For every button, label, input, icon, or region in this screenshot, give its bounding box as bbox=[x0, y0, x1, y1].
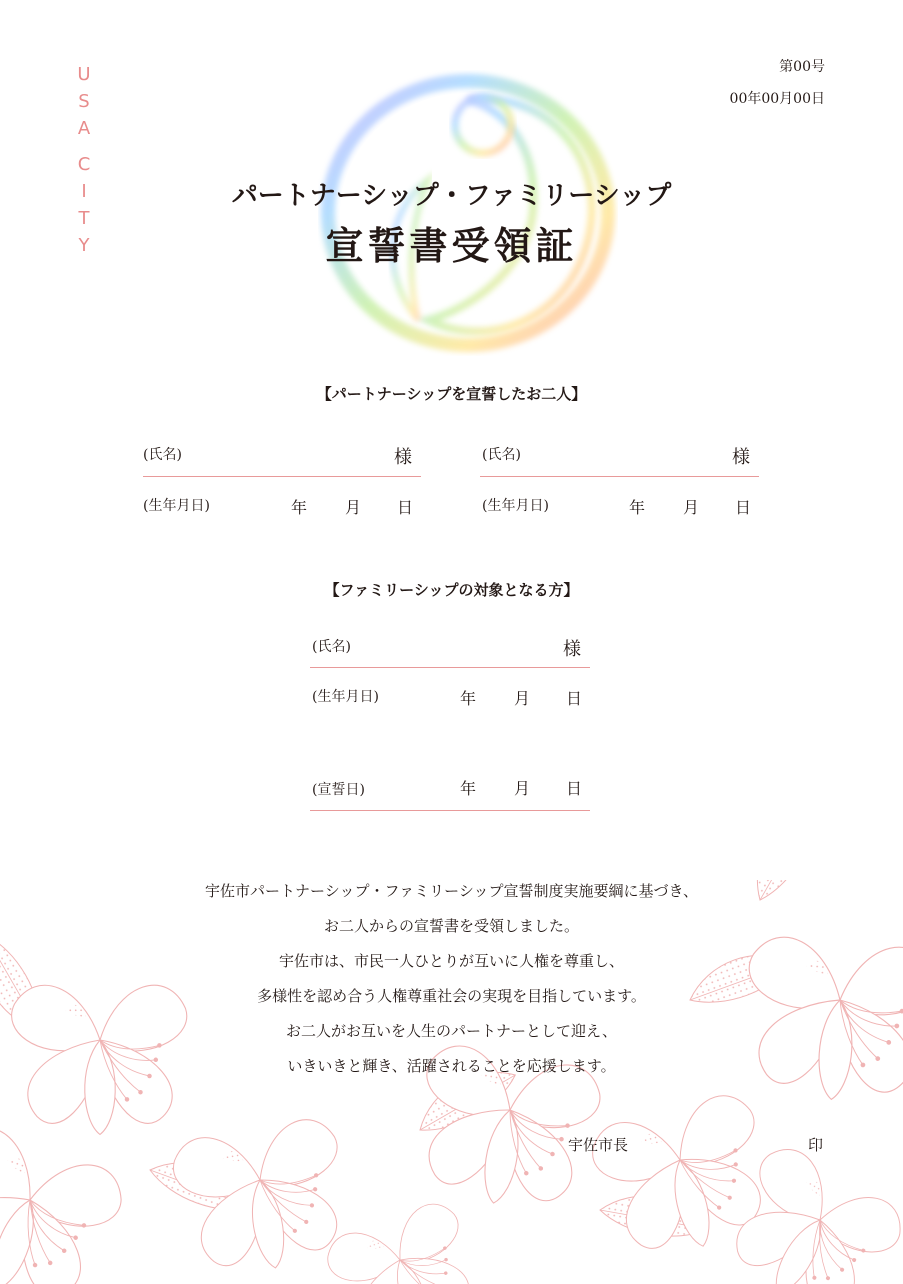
certificate-title-line2: 宣誓書受領証 bbox=[325, 223, 578, 268]
family-name-label: (氏名) bbox=[312, 639, 351, 655]
certificate-number: 第00号 bbox=[779, 59, 825, 75]
certificate-date: 00年00月00日 bbox=[729, 91, 825, 107]
partner2-year: 年 bbox=[629, 498, 646, 517]
partner1-birth-label: (生年月日) bbox=[143, 498, 210, 514]
oath-month: 月 bbox=[514, 779, 531, 798]
partner1-honorific: 様 bbox=[394, 447, 412, 468]
partner1-day: 日 bbox=[397, 498, 414, 517]
partners-heading: 【パートナーシップを宣誓したお二人】 bbox=[316, 385, 587, 403]
partner2-name-underline bbox=[480, 476, 759, 477]
side-letter: A bbox=[77, 118, 93, 139]
partner2-birth-label: (生年月日) bbox=[482, 498, 549, 514]
partner1-name-underline bbox=[143, 476, 421, 477]
side-letter: T bbox=[78, 208, 92, 229]
body-line: いきいきと輝き、活躍されることを応援します。 bbox=[287, 1057, 616, 1075]
family-day: 日 bbox=[566, 689, 583, 708]
family-heading: 【ファミリーシップの対象となる方】 bbox=[324, 581, 579, 599]
certificate-body-text bbox=[0, 874, 903, 1084]
side-letter: C bbox=[77, 154, 93, 175]
side-letter: Y bbox=[78, 235, 92, 256]
partner2-month: 月 bbox=[683, 498, 700, 517]
oath-year: 年 bbox=[460, 779, 477, 798]
family-birth-label: (生年月日) bbox=[312, 689, 379, 705]
partner1-month: 月 bbox=[345, 498, 362, 517]
partner1-year: 年 bbox=[291, 498, 308, 517]
partner2-day: 日 bbox=[735, 498, 752, 517]
body-line: お二人からの宣誓書を受領しました。 bbox=[323, 917, 579, 935]
family-name-underline bbox=[310, 667, 590, 668]
rainbow-swirl-logo bbox=[318, 70, 618, 356]
side-letter: S bbox=[78, 91, 92, 112]
oath-date-label: (宣誓日) bbox=[312, 782, 365, 798]
oath-date-underline bbox=[310, 810, 590, 811]
mayor-title: 宇佐市長 bbox=[568, 1136, 629, 1154]
family-honorific: 様 bbox=[563, 639, 581, 660]
partner2-honorific: 様 bbox=[732, 447, 750, 468]
partner1-name-label: (氏名) bbox=[143, 447, 182, 463]
side-letter: I bbox=[81, 181, 89, 202]
oath-day: 日 bbox=[566, 779, 583, 798]
side-letter: U bbox=[77, 64, 93, 85]
certificate-title-line1: パートナーシップ・ファミリーシップ bbox=[231, 181, 672, 211]
partner2-name-label: (氏名) bbox=[482, 447, 521, 463]
body-line: 多様性を認め合う人権尊重社会の実現を目指しています。 bbox=[257, 987, 646, 1005]
body-line: お二人がお互いを人生のパートナーとして迎え、 bbox=[286, 1022, 617, 1040]
family-year: 年 bbox=[460, 689, 477, 708]
family-month: 月 bbox=[514, 689, 531, 708]
seal-mark: 印 bbox=[808, 1136, 824, 1154]
body-line: 宇佐市パートナーシップ・ファミリーシップ宣誓制度実施要綱に基づき、 bbox=[205, 882, 698, 900]
body-line: 宇佐市は、市民一人ひとりが互いに人権を尊重し、 bbox=[278, 952, 624, 970]
